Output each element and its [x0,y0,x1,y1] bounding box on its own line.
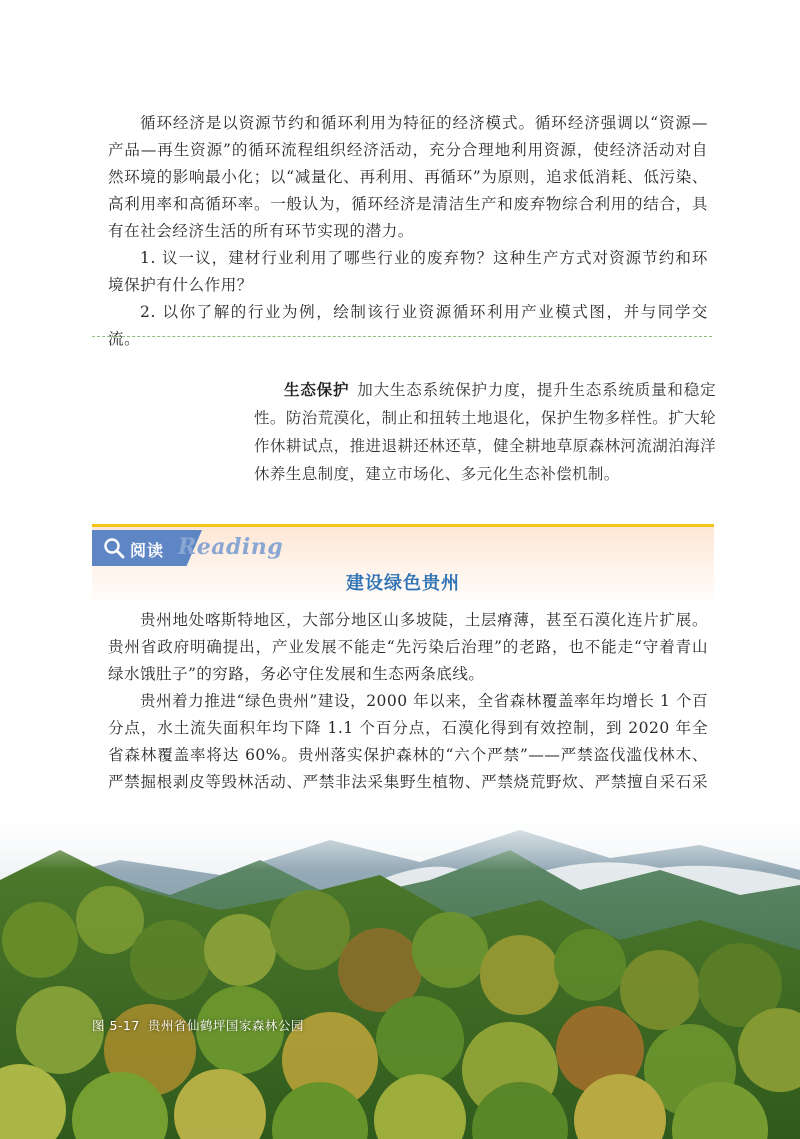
question-2: 2. 以你了解的行业为例，绘制该行业资源循环利用产业模式图，并与同学交流。 [108,303,708,348]
photo-top-fade [0,800,800,870]
intro-section [108,110,708,353]
question-1: 1. 议一议，建材行业利用了哪些行业的废弃物？这种生产方式对资源节约和环境保护有什么作用？ [108,249,708,294]
magnifier-icon [103,537,125,559]
figure-caption [92,1016,304,1034]
reading-title: 建设绿色贵州 [346,573,460,594]
figure-caption-text: 贵州省仙鹤坪国家森林公园 [147,1018,304,1033]
reading-tag-label: 阅读 [130,541,165,560]
reading-body [108,607,708,823]
figure-number: 图 5-17 [92,1018,140,1033]
eco-protection-box [254,376,716,488]
section-divider [92,336,712,337]
reading-paragraph-1: 贵州地处喀斯特地区，大部分地区山多坡陡，土层瘠薄，甚至石漠化连片扩展。贵州省政府明确提出，产业发展不能走“先污染后治理”的老路，也不能走“守着青山绿水饿肚子”的穷路，务必守住发展和生态两条底线。 [108,611,708,683]
reading-paragraph-2: 贵州着力推进“绿色贵州”建设，2000 年以来，全省森林覆盖率年均增长 1 个百分点，水土流失面积年均下降 1.1 个百分点，石漠化得到有效控制，到 2020 年全省森林覆盖率将达 60%。贵州落实保护森林的“六个严禁”——严禁盗伐滥伐林木、严禁掘根剥皮等毁林活动、严禁非法采集野生植物、严禁烧荒野炊、严禁擅自采石采 [108,692,708,791]
intro-paragraph: 循环经济是以资源节约和循环利用为特征的经济模式。循环经济强调以“资源—产品—再生资源”的循环流程组织经济活动，充分合理地利用资源，使经济活动对自然环境的影响最小化；以“减量化、再利用、再循环”为原则，追求低消耗、低污染、高利用率和高循环率。一般认为，循环经济是清洁生产和废弃物综合利用的结合，具有在社会经济生活的所有环节实现的潜力。 [108,114,708,240]
eco-text: 加大生态系统保护力度，提升生态系统质量和稳定性。防治荒漠化，制止和扭转土地退化，保护生物多样性。扩大轮作休耕试点，推进退耕还林还草，健全耕地草原森林河流湖泊海洋休养生息制度，建立市场化、多元化生态补偿机制。 [254,381,716,483]
reading-tag-english: Reading [178,534,284,560]
eco-term: 生态保护 [284,381,350,399]
